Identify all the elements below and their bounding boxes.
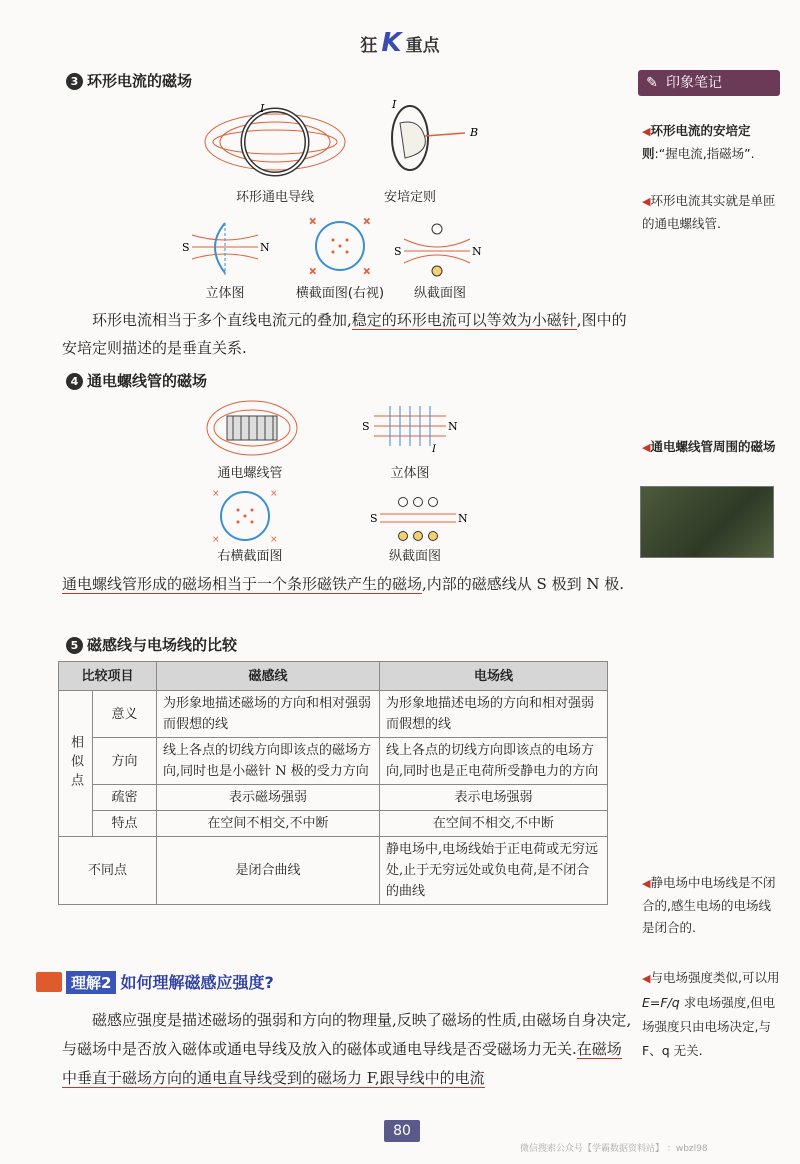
svg-text:×: × — [212, 535, 220, 544]
cell-electric: 表示电场强弱 — [380, 785, 608, 811]
page-header: 狂 K 重点 — [360, 28, 440, 58]
row-item: 疏密 — [93, 785, 157, 811]
caption: 右横截面图 — [217, 549, 283, 564]
table-header-row — [59, 662, 608, 691]
b-label: B — [470, 126, 479, 139]
cross-section-figure — [305, 212, 375, 277]
table-header: 电场线 — [380, 662, 608, 691]
svg-text:×: × — [309, 217, 317, 227]
solenoid-longitudinal-figure — [368, 492, 468, 544]
arrow-icon: ◀ — [642, 195, 651, 208]
caption: 立体图 — [205, 286, 245, 301]
arrow-icon: ◀ — [642, 972, 651, 985]
row-item: 意义 — [93, 691, 157, 738]
section-5-title: 5 磁感线与电场线的比较 — [66, 634, 237, 655]
svg-text:×: × — [270, 535, 278, 544]
caption: 立体图 — [390, 466, 430, 481]
caption: 横截面图(右视) — [295, 286, 385, 301]
book-icon — [36, 972, 62, 992]
cell-magnetic: 线上各点的切线方向即该点的磁场方向,同时也是小磁针 N 极的受力方向 — [157, 738, 380, 785]
arrow-icon: ◀ — [642, 441, 651, 454]
cell-electric: 为形象地描述电场的方向和相对强弱而假想的线 — [380, 691, 608, 738]
table-row — [59, 738, 608, 785]
ampere-rule-figure — [370, 98, 490, 178]
svg-text:×: × — [363, 217, 371, 227]
side-note: ◀环形电流其实就是单匝的通电螺线管. — [642, 193, 776, 231]
arrow-icon: ◀ — [642, 125, 651, 138]
svg-text:×: × — [309, 267, 317, 277]
elephant-icon: ✎ — [646, 75, 658, 91]
cell-electric: 在空间不相交,不中断 — [380, 811, 608, 837]
paragraph-ring-current: 环形电流相当于多个直线电流元的叠加,稳定的环形电流可以等效为小磁针,图中的安培定则描述的是垂直关系. — [62, 311, 627, 357]
side-note: ◀静电场中电场线是不闭合的,感生电场的电场线是闭合的. — [642, 875, 776, 935]
solenoid-3d-figure — [360, 400, 460, 455]
table-row — [59, 837, 608, 905]
s-label: S — [394, 245, 402, 258]
solenoid-cross-section-figure — [210, 484, 280, 544]
table-row — [59, 811, 608, 837]
cell-magnetic: 表示磁场强弱 — [157, 785, 380, 811]
formula: E=F/q — [642, 995, 680, 1010]
svg-text:×: × — [363, 267, 371, 277]
cell-magnetic: 在空间不相交,不中断 — [157, 811, 380, 837]
current-label: I — [432, 444, 436, 455]
cell-electric: 线上各点的切线方向即该点的电场方向,同时也是正电荷所受静电力的方向 — [380, 738, 608, 785]
table-row — [59, 691, 608, 738]
n-label: N — [458, 512, 468, 525]
caption: 安培定则 — [383, 190, 436, 205]
table-header: 比较项目 — [59, 662, 157, 691]
cell-magnetic: 是闭合曲线 — [157, 837, 380, 905]
cell-electric: 静电场中,电场线始于正电荷或无穷远处,止于无穷远处或负电荷,是不闭合的曲线 — [380, 837, 608, 905]
caption: 通电螺线管 — [217, 466, 283, 481]
group-label: 相似点 — [59, 691, 93, 837]
current-label: I — [260, 102, 265, 115]
n-label: N — [260, 241, 270, 254]
side-note: ◀通电螺线管周围的磁场 — [642, 439, 776, 454]
row-item: 方向 — [93, 738, 157, 785]
n-label: N — [448, 420, 458, 433]
section-3-title: 3 环形电流的磁场 — [66, 70, 192, 91]
s-label: S — [370, 512, 378, 525]
paragraph-solenoid: 通电螺线管形成的磁场相当于一个条形磁铁产生的磁场,内部的磁感线从 S 极到 N 极. — [62, 575, 625, 593]
side-note: ◀环形电流的安培定则:“握电流,指磁场”. — [642, 123, 755, 161]
svg-text:×: × — [212, 489, 220, 499]
current-label: I — [392, 98, 397, 111]
watermark: 微信搜索公众号【学霸数据资料站】 ：wbzl98 — [520, 1144, 708, 1154]
svg-text:×: × — [270, 489, 278, 499]
section-4-title: 4 通电螺线管的磁场 — [66, 370, 207, 391]
ring-current-figure — [200, 100, 350, 180]
caption: 环形通电导线 — [235, 190, 314, 205]
solenoid-figure — [205, 398, 300, 458]
s-label: S — [182, 241, 190, 254]
3d-view-figure — [180, 215, 270, 280]
paragraph-magnetic-induction: 磁感应强度是描述磁场的强弱和方向的物理量,反映了磁场的性质,由磁场自身决定,与磁场中是否放入磁体或通电导线及放入的磁体或通电导线是否受磁场力无关.在磁场中垂直于磁场方向的通电直导线受到的磁场力 F,跟导线中的电流 — [62, 1011, 632, 1087]
arrow-icon: ◀ — [642, 877, 651, 890]
table-row — [59, 785, 608, 811]
cell-magnetic: 为形象地描述磁场的方向和相对强弱而假想的线 — [157, 691, 380, 738]
notes-tag: ✎ 印象笔记 — [638, 70, 780, 96]
page-number: 80 — [384, 1120, 420, 1142]
comparison-table — [58, 661, 608, 905]
longitudinal-section-figure — [392, 215, 482, 280]
table-header: 磁感线 — [157, 662, 380, 691]
row-item: 不同点 — [59, 837, 157, 905]
understand-heading: 理解2 如何理解磁感应强度? — [36, 970, 274, 994]
caption: 纵截面图 — [388, 549, 441, 564]
solenoid-photo — [640, 486, 774, 558]
s-label: S — [362, 420, 370, 433]
caption: 纵截面图 — [413, 286, 466, 301]
side-note: ◀与电场强度类似,可以用 E=F/q 求电场强度,但电场强度只由电场决定,与 F、q 无关. — [642, 970, 780, 1058]
n-label: N — [472, 245, 482, 258]
row-item: 特点 — [93, 811, 157, 837]
